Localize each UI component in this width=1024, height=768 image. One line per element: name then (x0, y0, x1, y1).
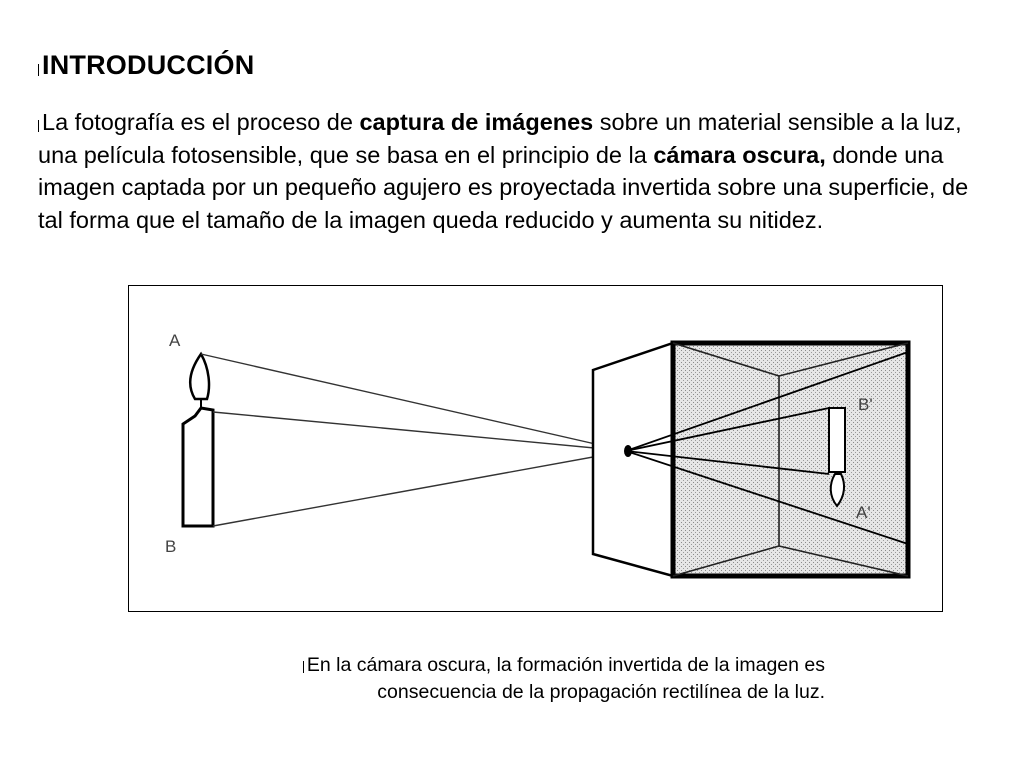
camera-box (593, 343, 908, 576)
caption-line-2: consecuencia de la propagación rectilínea de la luz. (377, 681, 825, 703)
pinhole (624, 445, 632, 457)
intro-text-1: La fotografía es el proceso de (42, 109, 360, 135)
ray-bottom (213, 451, 626, 526)
camera-obscura-figure (128, 285, 943, 612)
intro-text-3: donde una imagen captada por un pequeño agujero es proyectada invertida sobre una superficie, de tal forma que el tamaño de la imagen queda reducido y aumenta su nitidez. (38, 141, 969, 233)
bullet-marker (38, 64, 39, 76)
bullet-marker (38, 120, 39, 132)
light-rays (201, 354, 626, 526)
camera-front-face (593, 343, 673, 576)
intro-bold-2: cámara oscura, (653, 141, 826, 168)
intro-paragraph (38, 106, 988, 236)
figure-caption (160, 652, 825, 706)
candle-object (183, 354, 213, 526)
label-b-prime: B' (858, 395, 873, 414)
camera-obscura-diagram (129, 286, 942, 611)
intro-text-2: sobre un material sensible a la luz, una película fotosensible, que se basa en el principio de la (38, 109, 962, 168)
label-a: A (169, 331, 181, 350)
candle-body (183, 408, 213, 526)
title-text: INTRODUCCIÓN (42, 50, 255, 80)
caption-line-1 (160, 652, 825, 679)
intro-bold-1: captura de imágenes (359, 109, 594, 135)
bullet-marker (303, 661, 304, 673)
candle-flame (190, 354, 209, 399)
slide-title (38, 50, 254, 81)
label-b: B (165, 537, 177, 556)
label-a-prime: A' (856, 503, 871, 522)
caption-text-1: En la cámara oscura, la formación invertida de la imagen es (306, 654, 825, 676)
inverted-candle-body (829, 408, 845, 472)
ray-top (201, 354, 626, 451)
ray-middle (213, 412, 626, 451)
